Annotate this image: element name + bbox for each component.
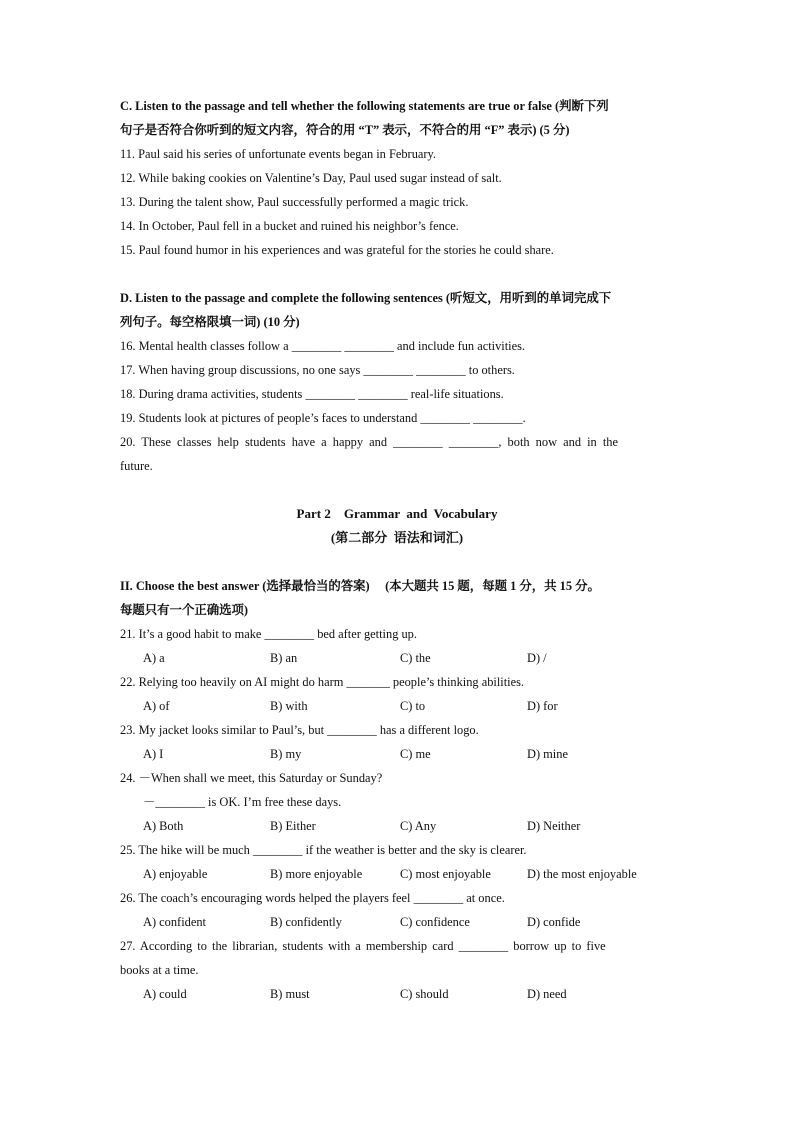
option-d: D) Neither: [527, 819, 581, 833]
option-c: C) should: [400, 987, 449, 1001]
part2-title: Part 2 Grammar and Vocabulary: [296, 506, 498, 521]
option-a: A) I: [143, 747, 164, 761]
option-d: D) /: [527, 651, 547, 665]
question-25: 25. The hike will be much ________ if the weather is better and the sky is clearer.: [120, 843, 527, 857]
question-23-options: [120, 742, 674, 766]
option-b: B) must: [270, 987, 310, 1001]
option-d: D) need: [527, 987, 567, 1001]
question-27-continued: books at a time.: [120, 963, 199, 977]
section-c-heading-line1: C. Listen to the passage and tell whether the following statements are true or false (判断下列: [120, 99, 609, 113]
question-22: 22. Relying too heavily on AI might do harm _______ people’s thinking abilities.: [120, 675, 525, 689]
section-d-heading-line2: 列句子。每空格限填一词) (10 分): [120, 315, 300, 329]
question-24-options: [120, 814, 674, 838]
section-c-heading-line2: 句子是否符合你听到的短文内容，符合的用 “T” 表示，不符合的用 “F” 表示) (5 分): [120, 123, 570, 137]
option-c: C) me: [400, 747, 431, 761]
option-c: C) most enjoyable: [400, 867, 491, 881]
option-b: B) an: [270, 651, 298, 665]
option-c: C) to: [400, 699, 426, 713]
statement-15: 15. Paul found humor in his experiences and was grateful for the stories he could share.: [120, 243, 554, 257]
option-c: C) Any: [400, 819, 437, 833]
statement-14: 14. In October, Paul fell in a bucket and ruined his neighbor’s fence.: [120, 219, 459, 233]
option-b: B) more enjoyable: [270, 867, 363, 881]
question-24-reply: －________ is OK. I’m free these days.: [143, 795, 342, 809]
question-21-options: [120, 646, 674, 670]
option-d: D) the most enjoyable: [527, 867, 637, 881]
option-d: D) for: [527, 699, 558, 713]
option-d: D) confide: [527, 915, 581, 929]
question-22-options: [120, 694, 674, 718]
option-b: B) my: [270, 747, 302, 761]
option-b: B) Either: [270, 819, 316, 833]
question-25-options: [120, 862, 674, 886]
sentence-17: 17. When having group discussions, no one says ________ ________ to others.: [120, 363, 515, 377]
question-26-options: [120, 910, 674, 934]
exam-page: [120, 94, 674, 1006]
sentence-19: 19. Students look at pictures of people’s faces to understand ________ ________.: [120, 411, 526, 425]
option-a: A) confident: [143, 915, 206, 929]
question-27-options: [120, 982, 674, 1006]
option-a: A) of: [143, 699, 170, 713]
option-a: A) a: [143, 651, 165, 665]
question-26: 26. The coach’s encouraging words helped the players feel ________ at once.: [120, 891, 505, 905]
option-c: C) the: [400, 651, 431, 665]
question-21: 21. It’s a good habit to make ________ bed after getting up.: [120, 627, 417, 641]
question-24: 24. －When shall we meet, this Saturday or Sunday?: [120, 771, 383, 785]
option-d: D) mine: [527, 747, 568, 761]
option-a: A) enjoyable: [143, 867, 208, 881]
option-b: B) confidently: [270, 915, 342, 929]
statement-13: 13. During the talent show, Paul successfully performed a magic trick.: [120, 195, 469, 209]
option-c: C) confidence: [400, 915, 470, 929]
section-d-heading-line1: D. Listen to the passage and complete the following sentences (听短文，用听到的单词完成下: [120, 291, 612, 305]
question-27: 27. According to the librarian, students with a membership card ________ borrow up to five: [120, 939, 606, 953]
question-23: 23. My jacket looks similar to Paul’s, but ________ has a different logo.: [120, 723, 479, 737]
sentence-18: 18. During drama activities, students ________ ________ real-life situations.: [120, 387, 504, 401]
option-a: A) Both: [143, 819, 184, 833]
section-ii-heading-line2: 每题只有一个正确选项): [120, 603, 249, 617]
option-a: A) could: [143, 987, 187, 1001]
sentence-20: 20. These classes help students have a happy and ________ ________, both now and in the: [120, 435, 618, 449]
section-ii-heading-line1: II. Choose the best answer (选择最恰当的答案) (本大题共 15 题，每题 1 分，共 15 分。: [120, 579, 600, 593]
sentence-20-continued: future.: [120, 459, 153, 473]
option-b: B) with: [270, 699, 308, 713]
statement-12: 12. While baking cookies on Valentine’s Day, Paul used sugar instead of salt.: [120, 171, 502, 185]
statement-11: 11. Paul said his series of unfortunate events began in February.: [120, 147, 436, 161]
sentence-16: 16. Mental health classes follow a ________ ________ and include fun activities.: [120, 339, 526, 353]
part2-subtitle: (第二部分 语法和词汇): [330, 530, 464, 545]
